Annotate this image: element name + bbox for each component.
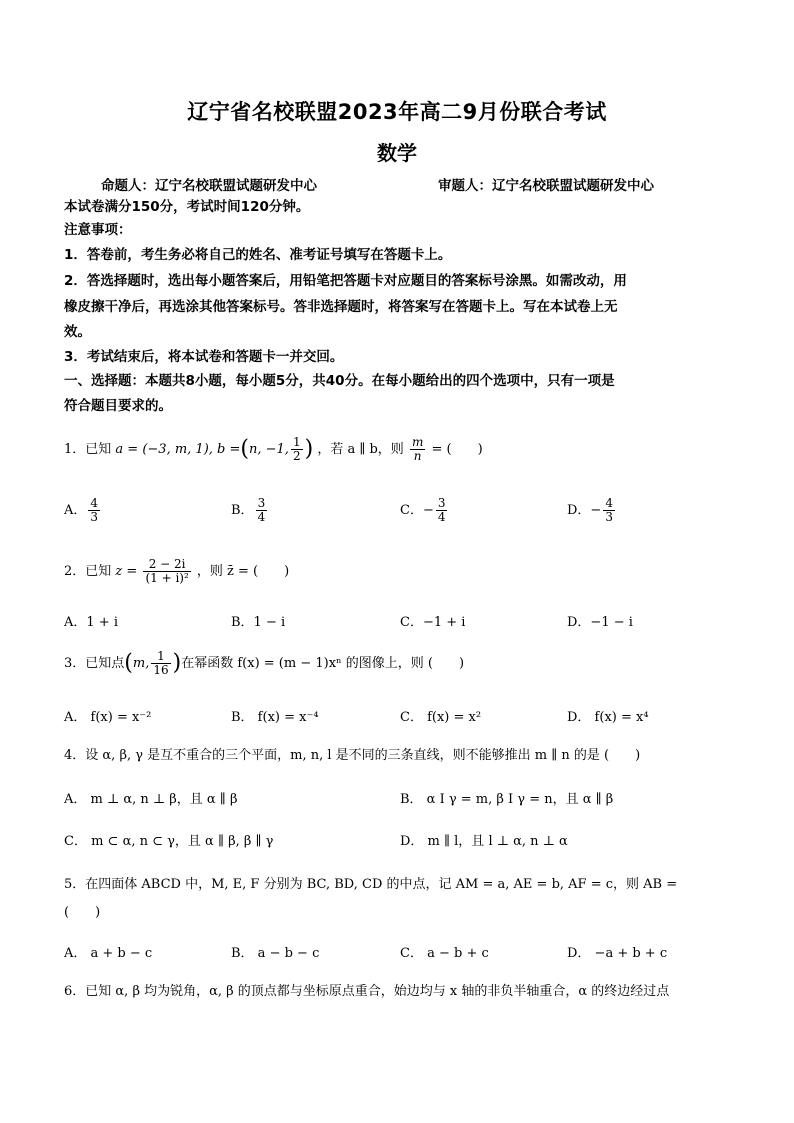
question-6: 6．已知 α, β 均为锐角，α, β 的顶点都与坐标原点重合，始边均与 x 轴的非负半轴重合，α 的终边经过点 [64, 984, 670, 999]
section-heading-line-2: 符合题目要求的。 [64, 398, 172, 414]
q4-option-b: B． α I γ = m, β I γ = n，且 α ∥ β [400, 792, 614, 807]
q3-open-paren-icon: ( [124, 650, 133, 676]
question-5: 5．在四面体 ABCD 中，M, E, F 分别为 BC, BD, CD 的中点，记 AM = a, AE = b, AF = c，则 AB = [64, 877, 678, 892]
q1-option-b-fraction [256, 497, 268, 524]
note-3: 3．考试结束后，将本试卷和答题卡一并交回。 [64, 349, 344, 365]
q4-option-a: A． m ⊥ α, n ⊥ β，且 α ∥ β [64, 792, 238, 807]
exam-reviewers: 审题人：辽宁名校联盟试题研发中心 [438, 178, 654, 194]
note-2-line-3: 效。 [64, 324, 91, 340]
q1-option-b [231, 497, 269, 524]
q1-option-a-label: A． [64, 503, 87, 518]
q1-close-paren-icon: ) [304, 436, 314, 462]
q5-option-d: D． −a + b + c [567, 946, 668, 961]
q1-option-a-den: 3 [90, 510, 99, 524]
q1-option-c-label: C．− [400, 503, 434, 518]
question-4: 4．设 α, β, γ 是互不重合的三个平面，m, n, l 是不同的三条直线，则不能够推出 m ∥ n 的是 ( ) [64, 748, 641, 763]
full-score-line: 本试卷满分150分，考试时间120分钟。 [64, 199, 310, 215]
q1-option-c-fraction [436, 497, 448, 524]
q2-option-b: B．1 − i [231, 615, 286, 630]
q1-option-d-den: 3 [605, 510, 613, 524]
exam-authors: 命题人：辽宁名校联盟试题研发中心 [101, 178, 317, 194]
q1-vector-b-inner: n, −1, [249, 442, 289, 457]
exam-subject: 数学 [377, 141, 417, 165]
q1-option-d-num: 4 [605, 496, 613, 510]
q5-option-c: C． a − b + c [400, 946, 489, 961]
q2-fraction [143, 558, 190, 585]
section-heading-line-1: 一、选择题：本题共8小题，每小题5分，共40分。在每小题给出的四个选项中，只有一项是 [64, 373, 615, 389]
q1-ratio-num: m [411, 435, 424, 449]
notes-title: 注意事项： [64, 222, 132, 238]
q1-option-a-fraction [88, 497, 100, 524]
q2-prefix: 2．已知 [64, 564, 112, 579]
q2-option-d: D．−1 − i [567, 615, 633, 630]
q1-ratio-den: n [413, 449, 422, 463]
q4-option-d: D． m ∥ l，且 l ⊥ α, n ⊥ α [400, 834, 568, 849]
question-1 [64, 436, 736, 463]
q1-ratio-fraction [410, 436, 425, 463]
question-3 [64, 650, 736, 677]
q5-option-a: A． a + b − c [64, 946, 153, 961]
q3-point-fraction [151, 650, 170, 677]
q1-option-b-label: B． [231, 503, 254, 518]
q2-tail: ，则 z̄ = ( ) [196, 564, 290, 579]
q3-mid: 在幂函数 f(x) = (m − 1)xⁿ 的图像上，则 ( ) [181, 656, 465, 671]
q1-vector-a: a = (−3, m, 1), [115, 442, 213, 457]
q1-option-a-num: 4 [90, 496, 99, 510]
q1-half-den: 2 [292, 449, 301, 463]
q1-option-d-label: D．− [567, 503, 602, 518]
note-1: 1．答卷前，考生务必将自己的姓名、准考证号填写在答题卡上。 [64, 247, 452, 263]
q1-vector-b-label: b = [217, 442, 241, 457]
q1-option-c [400, 497, 449, 524]
q5-answer-paren: ( ) [64, 905, 101, 920]
q2-option-a: A．1 + i [64, 615, 118, 630]
q1-open-paren-icon: ( [240, 436, 249, 462]
exam-title: 辽宁省名校联盟2023年高二9月份联合考试 [187, 100, 607, 124]
q2-z: z = [115, 564, 138, 579]
q1-option-a [64, 497, 102, 524]
q1-half-fraction [291, 436, 303, 463]
q4-option-c: C． m ⊂ α, n ⊂ γ，且 α ∥ β, β ∥ γ [64, 834, 274, 849]
q1-tail: = ( ) [431, 442, 483, 457]
q1-option-b-den: 4 [257, 510, 266, 524]
q3-point-den: 16 [153, 663, 169, 677]
q1-condition: ，若 a ∥ b，则 [317, 442, 404, 457]
q1-option-c-den: 4 [437, 510, 446, 524]
q3-prefix: 3．已知点 [64, 656, 125, 671]
question-2 [64, 558, 736, 585]
q2-option-c: C．−1 + i [400, 615, 466, 630]
note-2-line-2: 橡皮擦干净后，再选涂其他答案标号。答非选择题时，将答案写在答题卡上。写在本试卷上无 [64, 299, 618, 315]
q2-num: 2 − 2i [143, 558, 190, 572]
q1-option-c-num: 3 [437, 496, 446, 510]
q3-option-d: D． f(x) = x⁴ [567, 710, 649, 725]
q1-option-b-num: 3 [257, 496, 266, 510]
q3-point-num: 1 [151, 650, 170, 664]
q1-half-num: 1 [292, 435, 301, 449]
q5-option-b: B． a − b − c [231, 946, 320, 961]
note-2-line-1: 2．答选择题时，选出每小题答案后，用铅笔把答题卡对应题目的答案标号涂黑。如需改动，用 [64, 273, 627, 289]
q1-option-d [567, 497, 617, 524]
q3-point-m: m, [132, 656, 150, 671]
q3-option-a: A． f(x) = x⁻² [64, 710, 152, 725]
q3-option-c: C． f(x) = x² [400, 710, 482, 725]
q2-den: (1 + i)² [145, 571, 189, 585]
q1-option-d-fraction [603, 497, 615, 524]
q1-prefix: 1．已知 [64, 442, 112, 457]
q3-option-b: B． f(x) = x⁻⁴ [231, 710, 319, 725]
q3-close-paren-icon: ) [172, 650, 182, 676]
